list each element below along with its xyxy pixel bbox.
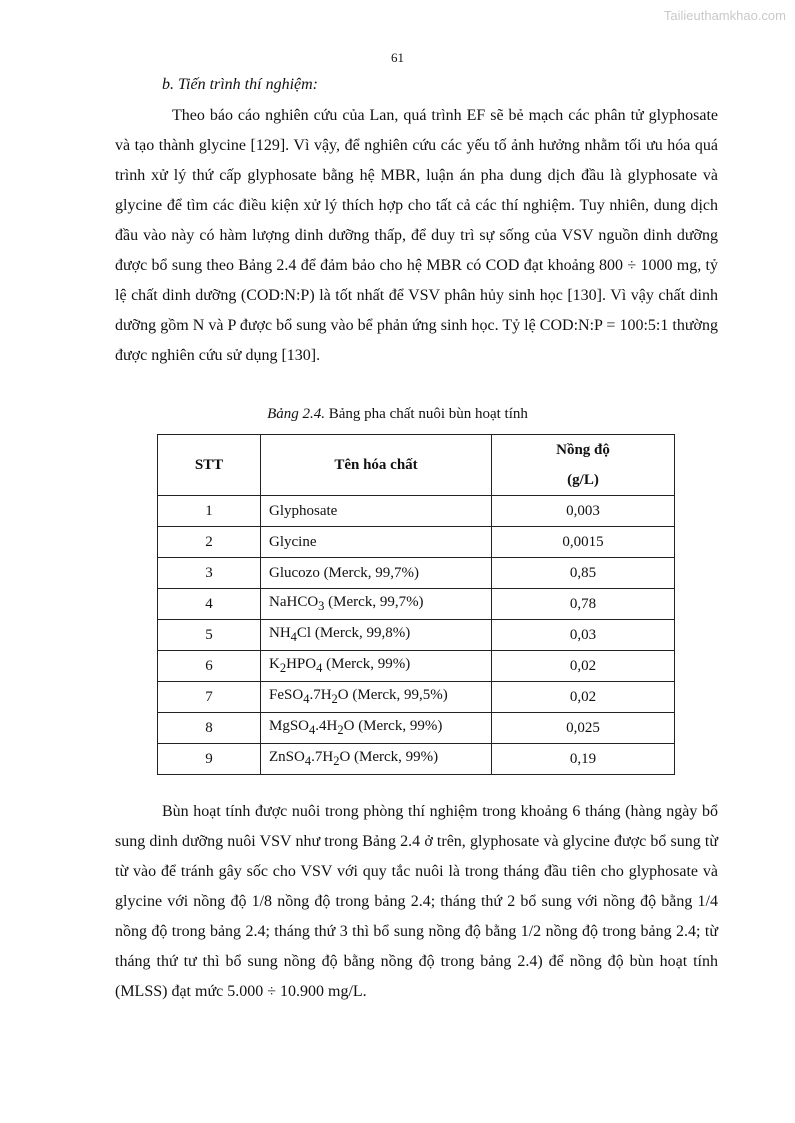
paragraph-intro: Theo báo cáo nghiên cứu của Lan, quá trình EF sẽ bẻ mạch các phân tử glyphosate và tạo thành glycine [129]. Vì vậy, để nghiên cứu các yếu tố ảnh hưởng nhằm tối ưu hóa quá trình xử lý thứ cấp glyphosate bằng hệ MBR, luận án pha dung dịch đầu là glyphosate và glycine để tìm các điều kiện xử lý thích hợp cho tất cả các thí nghiệm. Tuy nhiên, dung dịch đầu vào này có hàm lượng dinh dưỡng thấp, để duy trì sự sống của VSV nguồn dinh dưỡng được bổ sung theo Bảng 2.4 để đảm bảo cho hệ MBR có COD đạt khoảng 800 ÷ 1000 mg, tỷ lệ chất dinh dưỡng (COD:N:P) là tốt nhất để VSV phân hủy sinh học [130]. Vì vậy chất dinh dưỡng gồm N và P được bổ sung vào bể phản ứng sinh học. Tỷ lệ COD:N:P = 100:5:1 thường được nghiên cứu sử dụng [130]. [115,107,718,364]
cell-stt: 4 [158,589,261,620]
formula-text: .7H [311,749,334,765]
cell-stt: 2 [158,527,261,558]
cell-chemical-name [261,589,492,620]
formula-subscript: 4 [290,630,297,644]
cell-stt: 6 [158,651,261,682]
formula-text: Glyphosate [269,502,338,519]
table-row [158,527,675,558]
cell-chemical-name [261,558,492,589]
cell-concentration: 0,025 [492,713,675,744]
formula-text: O (Merck, 99,5%) [337,687,448,703]
formula-subscript: 3 [318,599,325,613]
table-caption-label: Bảng 2.4. [267,406,326,422]
cell-chemical-name [261,620,492,651]
cell-chemical-name [261,713,492,744]
cell-chemical-name [261,527,492,558]
formula-subscript: 2 [333,754,340,768]
cell-concentration: 0,003 [492,496,675,527]
header-concentration-line1: Nồng độ [556,442,610,458]
formula-text: (Merck, 99%) [322,656,411,672]
section-heading: b. Tiến trình thí nghiệm: [162,76,318,93]
formula-text: Glucozo (Merck, 99,7%) [269,564,419,581]
table-caption-text: Bảng pha chất nuôi bùn hoạt tính [325,406,528,422]
table-row [158,713,675,744]
cell-stt: 9 [158,744,261,775]
formula-text: ZnSO [269,749,305,765]
table-row [158,620,675,651]
formula-text: Cl (Merck, 99,8%) [296,625,411,641]
table-row [158,682,675,713]
cell-chemical-name [261,682,492,713]
header-stt: STT [158,435,261,496]
nutrient-table [157,434,675,775]
formula-text: MgSO [269,718,310,734]
cell-chemical-name [261,651,492,682]
cell-stt: 1 [158,496,261,527]
formula-subscript: 2 [337,723,344,737]
table-row [158,744,675,775]
table-caption [0,406,795,423]
cell-concentration: 0,85 [492,558,675,589]
cell-stt: 3 [158,558,261,589]
formula-subscript: 2 [279,661,287,675]
cell-stt: 5 [158,620,261,651]
formula-text: Glycine [269,533,317,550]
page-number: 61 [391,50,404,65]
header-concentration-line2: (g/L) [567,472,599,488]
cell-concentration: 0,02 [492,651,675,682]
cell-concentration: 0,02 [492,682,675,713]
formula-subscript: 4 [309,723,316,737]
formula-text: NaHCO [269,594,319,610]
table-header-row [158,435,675,496]
table-row [158,651,675,682]
formula-subscript: 4 [303,692,310,706]
cell-stt: 7 [158,682,261,713]
cell-concentration: 0,78 [492,589,675,620]
cell-concentration: 0,19 [492,744,675,775]
paragraph-cultivation: Bùn hoạt tính được nuôi trong phòng thí nghiệm trong khoảng 6 tháng (hàng ngày bổ sung dinh dưỡng nuôi VSV như trong Bảng 2.4 ở trên, glyphosate và glycine được bổ sung từ từ vào để tránh gây sốc cho VSV với quy tắc nuôi là trong tháng đầu tiên cho glyphosate và glycine với nồng độ 1/8 nồng độ trong bảng 2.4; tháng thứ 2 bổ sung với nồng độ bằng 1/4 nồng độ trong bảng 2.4; tháng thứ 3 thì bổ sung nồng độ bằng 1/2 nồng độ trong bảng 2.4; từ tháng thứ tư thì bổ sung nồng độ bằng nồng độ trong bảng 2.4) để nồng độ bùn hoạt tính (MLSS) đạt mức 5.000 ÷ 10.900 mg/L. [115,803,718,1000]
formula-text: O (Merck, 99%) [339,749,439,765]
formula-text: HPO [286,656,317,672]
formula-subscript: 4 [316,661,323,675]
formula-text: NH [269,625,291,641]
cell-stt: 8 [158,713,261,744]
cell-chemical-name [261,744,492,775]
header-concentration [492,435,675,496]
table-row [158,558,675,589]
watermark: Tailieuthamkhao.com [663,8,786,23]
cell-concentration: 0,0015 [492,527,675,558]
cell-concentration: 0,03 [492,620,675,651]
formula-text: K [269,656,280,672]
table-row [158,589,675,620]
header-chemical-name: Tên hóa chất [261,435,492,496]
cell-chemical-name [261,496,492,527]
formula-subscript: 4 [304,754,312,768]
formula-text: (Merck, 99,7%) [324,594,424,610]
formula-text: .4H [315,718,338,734]
formula-subscript: 2 [331,692,338,706]
formula-text: O (Merck, 99%) [343,718,443,734]
formula-text: FeSO [269,687,304,703]
formula-text: .7H [309,687,332,703]
table-row [158,496,675,527]
